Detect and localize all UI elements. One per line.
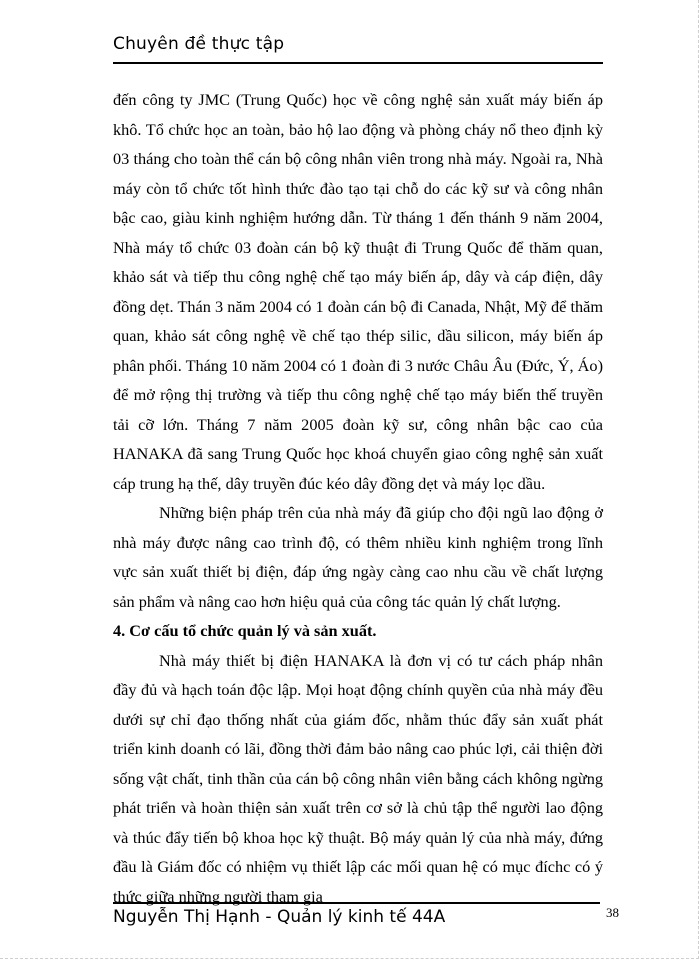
section-heading: 4. Cơ cấu tổ chức quản lý và sản xuất.: [113, 621, 377, 640]
page-header: [113, 30, 603, 64]
document-body: [113, 85, 603, 911]
paragraph-organization: Nhà máy thiết bị điện HANAKA là đơn vị có tư cách pháp nhân đầy đủ và hạch toán độc lập. Mọi hoạt động chính quyền của nhà máy đều dưới sự chỉ đạo thống nhất của giám đốc, nhằm thúc đẩy sản xuất phát triển kinh doanh có lãi, đồng thời đảm bảo nâng cao phúc lợi, cải thiện đời sống vật chất, tinh thần của cán bộ công nhân viên bằng cách không ngừng phát triển và hoàn thiện sản xuất trên cơ sở là chủ tập thể người lao động và thúc đẩy tiến bộ khoa học kỹ thuật. Bộ máy quản lý của nhà máy, đứng đầu là Giám đốc có nhiệm vụ thiết lập các mối quan hệ có mục đíchc có ý thức giữa những người tham gia: [113, 650, 603, 906]
header-title: Chuyên đề thực tập: [113, 34, 285, 54]
paragraph-continuation: đến công ty JMC (Trung Quốc) học về công nghệ sản xuất máy biến áp khô. Tổ chức học an toàn, bảo hộ lao động và phòng cháy nổ theo định kỳ 03 tháng cho toàn thể cán bộ công nhân viên trong nhà máy. Ngoài ra, Nhà máy còn tổ chức tốt hình thức đào tạo tại chỗ do các kỹ sư và công nhân bậc cao, giàu kinh nghiệm hướng dẫn. Từ tháng 1 đến thánh 9 năm 2004, Nhà máy tổ chức 03 đoàn cán bộ kỹ thuật đi Trung Quốc để thăm quan, khảo sát và tiếp thu công nghệ chế tạo máy biến áp, dây và cáp điện, dây đồng dẹt. Thán 3 năm 2004 có 1 đoàn cán bộ đi Canada, Nhật, Mỹ để thăm quan, khảo sát công nghệ về chế tạo thép silic, dầu silicon, máy biến áp phân phối. Tháng 10 năm 2004 có 1 đoàn đi 3 nước Châu Âu (Đức, Ý, Áo) để mở rộng thị trường và tiếp thu công nghệ chế tạo máy biến thế truyền tải cỡ lớn. Tháng 7 năm 2005 đoàn kỹ sư, công nhân bậc cao của HANAKA đã sang Trung Quốc học khoá chuyển giao công nghệ sản xuất cáp trung hạ thế, dây truyền đúc kéo dây đồng dẹt và máy lọc dầu.: [113, 90, 603, 493]
paragraph-summary: Những biện pháp trên của nhà máy đã giúp cho đội ngũ lao động ở nhà máy được nâng cao trình độ, có thêm nhiều kinh nghiệm trong lĩnh vực sản xuất thiết bị điện, đáp ứng ngày càng cao nhu cầu về chất lượng sản phẩm và nâng cao hơn hiệu quả của công tác quản lý chất lượng.: [113, 503, 603, 611]
footer-author: Nguyễn Thị Hạnh - Quản lý kinh tế 44A: [113, 907, 446, 927]
footer-divider: [113, 902, 600, 904]
page-number: 38: [606, 905, 619, 920]
